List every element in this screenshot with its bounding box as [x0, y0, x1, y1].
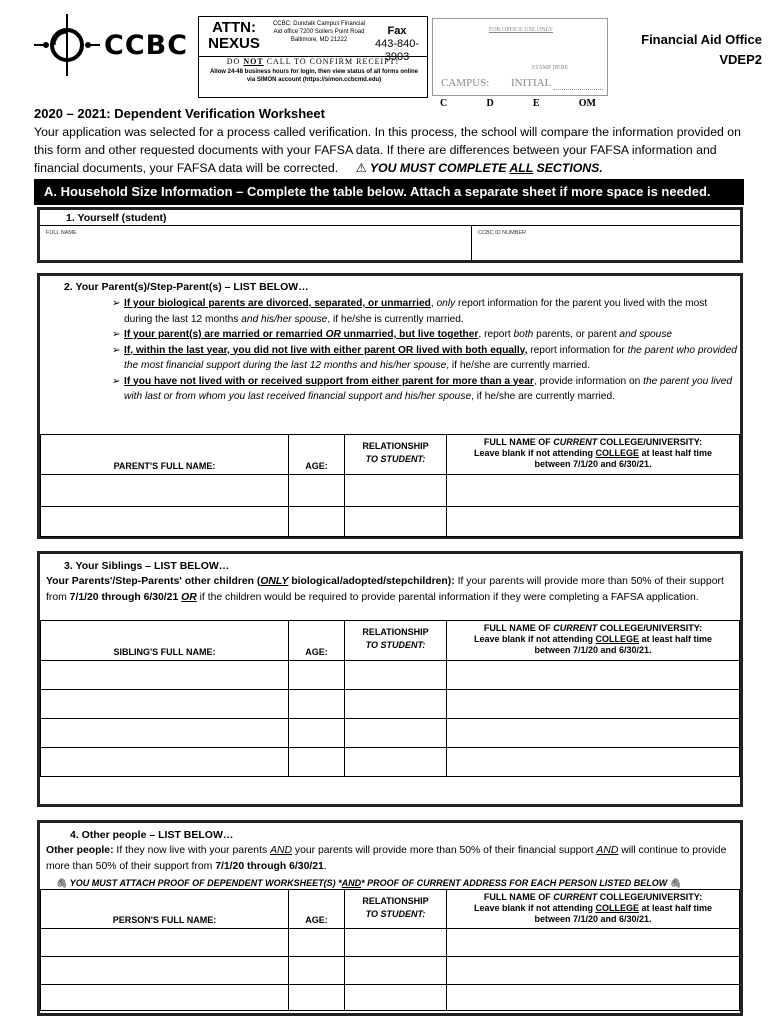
fax-label: Fax: [387, 25, 407, 37]
college-cell[interactable]: [447, 957, 740, 985]
ccbc-id-field[interactable]: CCBC ID NUMBER: [478, 230, 526, 236]
col-relationship: RELATIONSHIP TO STUDENT:: [345, 890, 447, 929]
campus-codes: [440, 98, 610, 109]
instruction-bullet: ➢ If your parent(s) are married or remarried OR unmarried, but live together, report both parents, or parent and spouse: [112, 329, 673, 340]
initial-label: INITIAL: [511, 77, 552, 89]
age-cell[interactable]: [289, 507, 345, 537]
college-cell[interactable]: [447, 985, 740, 1011]
logo-wordmark: CCBC: [104, 30, 189, 61]
stamp-here-label: STAMP HERE: [531, 65, 569, 71]
age-cell[interactable]: [289, 929, 345, 957]
college-cell[interactable]: [447, 719, 740, 748]
college-cell[interactable]: [447, 661, 740, 690]
name-cell[interactable]: [41, 985, 289, 1011]
instruction-bullet: ➢ If you have not lived with or received support from either parent for more than a year, provide information on the parent you lived with last or from whom you last received financial support and his/her spouse, if he/she are currently married.: [112, 375, 733, 402]
office-title: Financial Aid Office: [641, 32, 762, 47]
campus-code: C: [440, 98, 448, 109]
relationship-cell[interactable]: [345, 507, 447, 537]
complete-all-warning: ⚠ YOU MUST COMPLETE ALL SECTIONS.: [355, 161, 603, 175]
college-cell[interactable]: [447, 690, 740, 719]
other-people-section: [37, 820, 743, 1016]
parents-table: [40, 434, 740, 537]
name-cell[interactable]: [41, 929, 289, 957]
relationship-cell[interactable]: [345, 929, 447, 957]
col-college: FULL NAME OF CURRENT COLLEGE/UNIVERSITY: Leave blank if not attending COLLEGE at least half time between 7/1/20 and 6/30/21.: [447, 435, 740, 475]
col-name: PERSON'S FULL NAME:: [41, 890, 289, 929]
siblings-table: [40, 620, 740, 777]
siblings-intro: 3. Your Siblings – LIST BELOW… Your Parents'/Step-Parents' other children (ONLY biological/adopted/stepchildren): If your parents will provide more than 50% of their support from 7/1/20 through 6/30/21 OR if the children would be required to provide parental information if they were completing a FAFSA application.: [46, 558, 736, 606]
campus-code: OM: [578, 98, 596, 109]
col-age: AGE:: [289, 621, 345, 661]
age-cell[interactable]: [289, 957, 345, 985]
table-row: [41, 929, 740, 957]
other-people-heading: 4. Other people – LIST BELOW…: [70, 829, 234, 841]
intro-paragraph: Your application was selected for a process called verification. In this process, the school will compare the information provided on this form and other requested documents with your FAFSA data. If there are differences between your FAFSA information and financial documents, your FAFSA data will be corrected. ⚠ YOU MUST COMPLETE ALL SECTIONS.: [34, 125, 741, 175]
no-call-notice: DO NOT CALL TO CONFIRM RECEIPT!: [226, 57, 400, 66]
yourself-heading: 1. Yourself (student): [40, 210, 740, 226]
ccbc-emblem-icon: [32, 14, 102, 76]
other-people-intro: 4. Other people – LIST BELOW… Other people: If they now live with your parents AND your parents will provide more than 50% of their financial support AND will continue to provide more than 50% of their support from 7/1/20 through 6/30/21. 🖇 YOU MUST ATTACH PROOF OF DEPENDENT WORKSHEET(S) *AND* PROOF OF CURRENT ADDRESS FOR EACH PERSON LISTED BELOW 🖇: [46, 827, 740, 891]
col-name: PARENT'S FULL NAME:: [41, 435, 289, 475]
table-row: [41, 475, 740, 507]
other-people-table: [40, 889, 740, 1011]
paperclip-icon: 🖇: [56, 878, 68, 888]
col-name: SIBLING'S FULL NAME:: [41, 621, 289, 661]
campus-code: E: [532, 98, 540, 109]
initial-line: [553, 89, 603, 90]
col-college: FULL NAME OF CURRENT COLLEGE/UNIVERSITY: Leave blank if not attending COLLEGE at least half time between 7/1/20 and 6/30/21.: [447, 621, 740, 661]
instruction-bullet: ➢ If your biological parents are divorced, separated, or unmarried, only report information for the parent you lived with the most during the last 12 months and his/her spouse, if he/she is currently married.: [112, 298, 708, 325]
relationship-cell[interactable]: [345, 719, 447, 748]
campus-code: D: [486, 98, 494, 109]
paperclip-icon: 🖇: [669, 878, 682, 888]
table-row: [41, 985, 740, 1011]
age-cell[interactable]: [289, 475, 345, 507]
table-row: [41, 957, 740, 985]
col-age: AGE:: [289, 435, 345, 475]
college-cell[interactable]: [447, 748, 740, 777]
age-cell[interactable]: [289, 690, 345, 719]
age-cell[interactable]: [289, 661, 345, 690]
attn-label: ATTN: NEXUS: [208, 19, 260, 52]
table-row: [41, 719, 740, 748]
col-age: AGE:: [289, 890, 345, 929]
office-use-box: [432, 18, 608, 96]
parents-heading: 2. Your Parent(s)/Step-Parent(s) – LIST BELOW…: [64, 281, 309, 293]
college-cell[interactable]: [447, 929, 740, 957]
fax-instructions-box: [198, 16, 428, 98]
attach-proof-notice: 🖇 YOU MUST ATTACH PROOF OF DEPENDENT WORKSHEET(S) *AND* PROOF OF CURRENT ADDRESS FOR EACH PERSON LISTED BELOW 🖇: [56, 878, 682, 888]
table-row: [41, 690, 740, 719]
login-note: Allow 24-48 business hours for login, then view status of all forms online via SIMON account (https://simon.ccbcmd.edu): [209, 69, 419, 83]
college-cell[interactable]: [447, 475, 740, 507]
age-cell[interactable]: [289, 748, 345, 777]
fax-number: 443-840-3903: [374, 38, 420, 63]
parent-instructions: [112, 296, 737, 405]
section-a-header: A. Household Size Information – Complete the table below. Attach a separate sheet if more space is needed.: [34, 179, 744, 205]
age-cell[interactable]: [289, 985, 345, 1011]
col-college: FULL NAME OF CURRENT COLLEGE/UNIVERSITY: Leave blank if not attending COLLEGE at least half time between 7/1/20 and 6/30/21.: [447, 890, 740, 929]
instruction-bullet: ➢ If, within the last year, you did not live with either parent OR lived with both equally, report information for the parent who provided the most financial support during the last 12 months and his/her spouse, if he/she are currently married.: [112, 344, 737, 371]
document-title: 2020 – 2021: Dependent Verification Worksheet: [34, 106, 325, 121]
warning-icon: ⚠: [355, 161, 367, 175]
relationship-cell[interactable]: [345, 985, 447, 1011]
ccbc-logo: [32, 14, 192, 76]
full-name-field[interactable]: FULL NAME: [40, 226, 472, 260]
yourself-section: [37, 207, 743, 263]
age-cell[interactable]: [289, 719, 345, 748]
name-cell[interactable]: [41, 748, 289, 777]
siblings-section: [37, 551, 743, 807]
siblings-heading: 3. Your Siblings – LIST BELOW…: [64, 560, 230, 572]
office-header: [641, 30, 762, 70]
relationship-cell[interactable]: [345, 661, 447, 690]
table-row: [41, 661, 740, 690]
relationship-cell[interactable]: [345, 690, 447, 719]
name-cell[interactable]: [41, 719, 289, 748]
office-use-label: FOR OFFICE USE ONLY: [488, 27, 554, 33]
college-cell[interactable]: [447, 507, 740, 537]
col-relationship: RELATIONSHIP TO STUDENT:: [345, 621, 447, 661]
parents-section: [37, 273, 743, 539]
name-cell[interactable]: [41, 661, 289, 690]
form-code: VDEP2: [719, 52, 762, 67]
relationship-cell[interactable]: [345, 475, 447, 507]
table-row: [41, 748, 740, 777]
table-row: [41, 507, 740, 537]
relationship-cell[interactable]: [345, 748, 447, 777]
name-cell[interactable]: [41, 507, 289, 537]
campus-label: CAMPUS:: [441, 77, 490, 89]
campus-address: CCBC: Dundalk Campus Financial Aid office 7200 Sollers Point Road Baltimore, MD 21222: [272, 21, 366, 43]
name-cell[interactable]: [41, 475, 289, 507]
name-cell[interactable]: [41, 690, 289, 719]
col-relationship: RELATIONSHIP TO STUDENT:: [345, 435, 447, 475]
name-cell[interactable]: [41, 957, 289, 985]
relationship-cell[interactable]: [345, 957, 447, 985]
